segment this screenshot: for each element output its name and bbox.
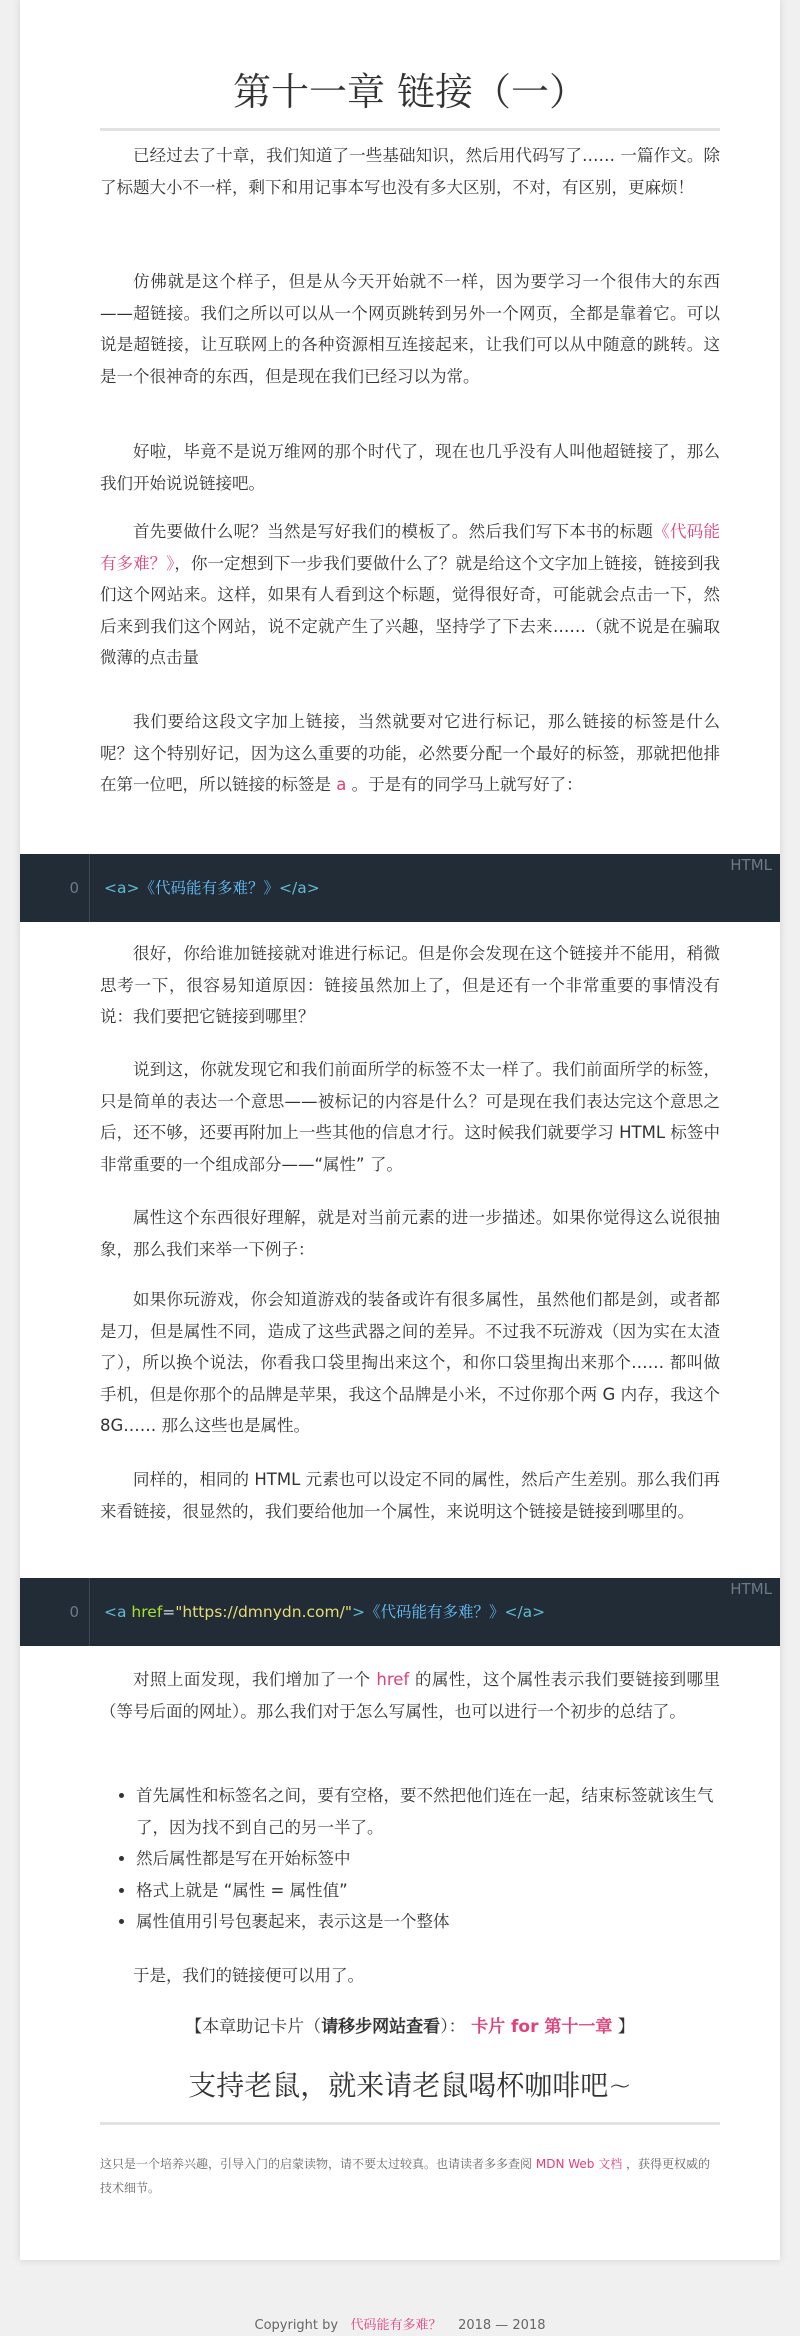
page-title: 第十一章 链接（一） (100, 64, 720, 131)
copyright-years: 2018 — 2018 (458, 2318, 546, 2333)
footnote (100, 2152, 720, 2200)
paragraph-5-text-a: 我们要给这段文字加上链接，当然就要对它进行标记，那么链接的标签是什么呢？这个特别好记，因为这么重要的功能，必然要分配一个最好的标签，那就把他排在第一位吧，所以链接的标签是 (100, 712, 720, 794)
footnote-text-2: ，获得更权威的技术细节。 (100, 2157, 711, 2195)
paragraph-3-block (100, 436, 720, 499)
paragraph-8: 属性这个东西很好理解，就是对当前元素的进一步描述。如果你觉得这么说很抽象，那么我们来举一下例子： (100, 1208, 720, 1259)
memory-card (100, 2012, 720, 2042)
list-item: • 然后属性都是写在开始标签中 (136, 1843, 720, 1875)
paragraph-7: 说到这，你就发现它和我们前面所学的标签不太一样了。我们前面所学的标签，只是简单的表达一个意思——被标记的内容是什么？可是现在我们表达完这个意思之后，还不够，还要再附加上一些其他的信息才行。这时候我们就要学习 HTML 标签中非常重要的一个组成部分——“属性” 了。 (100, 1060, 720, 1174)
paragraph-10: 同样的，相同的 HTML 元素也可以设定不同的属性，然后产生差别。那么我们再来看链接，很显然的，我们要给他加一个属性，来说明这个链接是链接到哪里的。 (100, 1470, 720, 1521)
card-bold-note: 请移步网站查看 (321, 2017, 441, 2037)
code-line (104, 854, 320, 922)
copyright (0, 2316, 800, 2336)
paragraph-11-text-b: 的属性，这个属性表示我们要链接到哪里（等号后面的网址）。那么我们对于怎么写属性，也可以进行一个初步的总结了。 (100, 1670, 721, 1721)
copyright-site-link[interactable]: 代码能有多难？ (350, 2318, 442, 2333)
code-block-1 (20, 854, 780, 922)
code-line (104, 1578, 545, 1646)
book-title-link[interactable]: 《代码能有多难？》 (100, 522, 721, 573)
paragraph-4 (100, 516, 720, 674)
code-block-2 (20, 1578, 780, 1646)
summary-list-block (100, 1780, 720, 1938)
paragraph-1: 已经过去了十章，我们知道了一些基础知识，然后用代码写了…… 一篇作文。除了标题大小不一样，剩下和用记事本写也没有多大区别，不对，有区别，更麻烦！ (100, 146, 720, 197)
code-attr-value: "https://dmnydn.com/" (175, 1603, 352, 1621)
paragraph-1-block (100, 140, 720, 203)
paragraph-2: 仿佛就是这个样子，但是从今天开始就不一样，因为要学习一个很伟大的东西——超链接。我们之所以可以从一个网页跳转到另外一个网页，全都是靠着它。可以说是超链接，让互联网上的各种资源相互连接起来，让我们可以从中随意的跳转。这是一个很神奇的东西，但是现在我们已经习以为常。 (100, 272, 720, 386)
card-mid: ）： (440, 2017, 466, 2037)
paragraph-4-text-b: ，你一定想到下一步我们要做什么了？就是给这个文字加上链接，链接到我们这个网站来。这样，如果有人看到这个标题，觉得很好奇，可能就会点击一下，然后来到我们这个网站，说不定就产生了兴趣，坚持学了下去来……（就不说是在骗取微薄的点击量 (100, 553, 721, 667)
line-number: 0 (20, 854, 90, 922)
summary-list (100, 1780, 720, 1938)
paragraph-5-text-b: 。于是有的同学马上就写好了： (351, 775, 583, 794)
paragraph-5 (100, 706, 720, 801)
coffee-heading: 支持老鼠，就来请老鼠喝杯咖啡吧~ (100, 2060, 720, 2125)
paragraph-11-block (100, 1664, 720, 1727)
paragraph-6: 很好，你给谁加链接就对谁进行标记。但是你会发现在这个链接并不能用，稍微思考一下，很容易知道原因：链接虽然加上了，但是还有一个非常重要的事情没有说：我们要把它链接到哪里？ (100, 944, 720, 1026)
paragraph-8-block (100, 1202, 720, 1265)
code-open-tag-end: > (351, 1603, 365, 1621)
code-language-label: HTML (730, 856, 772, 874)
list-item: • 属性值用引号包裹起来，表示这是一个整体 (136, 1906, 720, 1938)
paragraph-4-text-a: 首先要做什么呢？当然是写好我们的模板了。然后我们写下本书的标题 (133, 522, 654, 541)
paragraph-12-block (100, 1960, 720, 1992)
inline-code-href: href (376, 1670, 410, 1689)
list-item: • 格式上就是 “属性 = 属性值” (136, 1875, 720, 1907)
paragraph-3: 好啦，毕竟不是说万维网的那个时代了，现在也几乎没有人叫他超链接了，那么我们开始说说链接吧。 (100, 442, 720, 493)
footnote-text: 这只是一个培养兴趣，引导入门的启蒙读物，请不要太过较真。也请读者多多查阅 (100, 2157, 533, 2171)
code-language-label: HTML (730, 1580, 772, 1598)
code-text: 《代码能有多难？》 (139, 879, 279, 897)
paragraph-5-block (100, 706, 720, 801)
line-number: 0 (20, 1578, 90, 1646)
article-page (20, 0, 780, 2260)
card-open: 【本章助记卡片（ (185, 2017, 322, 2037)
paragraph-9-block (100, 1284, 720, 1442)
code-open-tag: <a> (104, 879, 140, 897)
mdn-link[interactable]: MDN Web 文档 (535, 2157, 623, 2171)
inline-code-a: a (336, 775, 347, 794)
paragraph-10-block (100, 1464, 720, 1527)
paragraph-7-block (100, 1054, 720, 1180)
card-close: 】 (617, 2017, 635, 2037)
paragraph-11 (100, 1664, 720, 1727)
code-close-tag: </a> (504, 1603, 546, 1621)
code-close-tag: </a> (279, 879, 320, 897)
paragraph-2-block (100, 266, 720, 392)
paragraph-11-text-a: 对照上面发现，我们增加了一个 (133, 1670, 371, 1689)
paragraph-12: 于是，我们的链接便可以用了。 (133, 1966, 364, 1985)
code-open-tag-start: <a (104, 1603, 132, 1621)
card-link[interactable]: 卡片 for 第十一章 (471, 2017, 613, 2037)
copyright-prefix: Copyright by (254, 2318, 339, 2333)
paragraph-9: 如果你玩游戏，你会知道游戏的装备或许有很多属性，虽然他们都是剑，或者都是刀，但是属性不同，造成了这些武器之间的差异。不过我不玩游戏（因为实在太渣了），所以换个说法，你看我口袋里掏出来这个，和你口袋里掏出来那个…… 都叫做手机，但是你那个的品牌是苹果，我这个品牌是小米，不过你那个两 G 内存，我这个 8G…… 那么这些也是属性。 (100, 1290, 720, 1435)
code-attr-name: href (131, 1603, 163, 1621)
code-text: 《代码能有多难？》 (364, 1603, 505, 1621)
paragraph-6-block (100, 938, 720, 1033)
paragraph-4-block (100, 516, 720, 674)
list-item: • 首先属性和标签名之间，要有空格，要不然把他们连在一起，结束标签就该生气了，因为找不到自己的另一半了。 (136, 1780, 720, 1843)
code-attr-eq: = (162, 1603, 176, 1621)
